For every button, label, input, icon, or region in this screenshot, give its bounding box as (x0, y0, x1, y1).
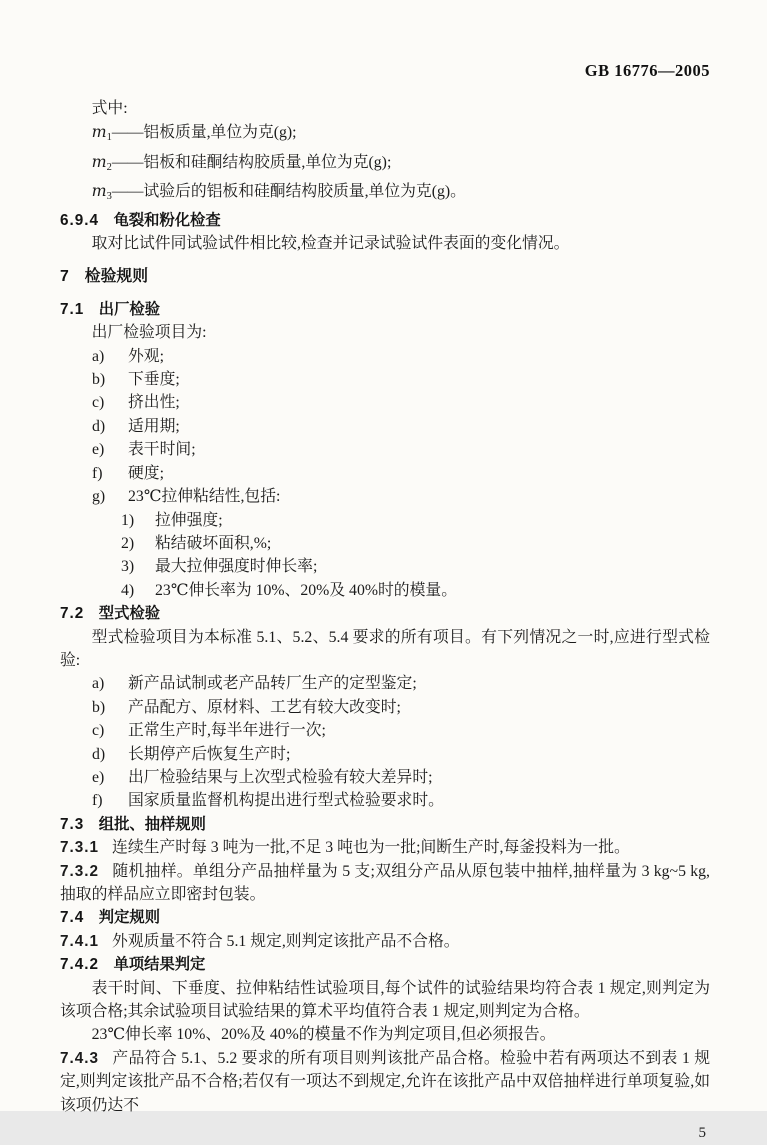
list-item-label: 2) (121, 534, 135, 552)
clause-heading-7-4 (60, 906, 710, 929)
list-item-7-1-e (60, 438, 710, 461)
clause-7-1-intro: 出厂检验项目为: (91, 324, 207, 342)
list-item-text: 适用期; (128, 417, 180, 435)
list-item-7-1-d (60, 415, 710, 438)
list-item-text: 拉伸强度; (155, 511, 223, 529)
list-item-label: g) (92, 488, 106, 506)
list-item-7-1-f (60, 462, 710, 485)
list-item-text: 国家质量监督机构提出进行型式检验要求时。 (128, 792, 444, 810)
list-item-label: 3) (121, 558, 135, 576)
clause-text: 外观质量不符合 5.1 规定,则判定该批产品不合格。 (112, 932, 460, 950)
doc-code: GB 16776—2005 (584, 61, 710, 80)
clause-7-4-1 (60, 930, 710, 953)
list-item-text: 粘结破坏面积,%; (155, 534, 272, 552)
clause-7-3-2 (60, 860, 710, 907)
list-item-text: 硬度; (128, 464, 164, 482)
list-item-7-1-b (60, 368, 710, 391)
formula-def-m2 (60, 150, 710, 179)
clause-7-4-3 (60, 1047, 710, 1117)
list-item-text: 新产品试制或老产品转厂生产的定型鉴定; (128, 675, 417, 693)
clause-text: 连续生产时每 3 吨为一批,不足 3 吨也为一批;间断生产时,每釜投料为一批。 (112, 839, 630, 857)
clause-6-9-4-body: 取对比试件同试验试件相比较,检查并记录试验试件表面的变化情况。 (91, 235, 570, 253)
list-item-text: 出厂检验结果与上次型式检验有较大差异时; (128, 768, 433, 786)
definition-text: ——铝板质量,单位为克(g); (111, 124, 297, 142)
clause-number: 7.2 (60, 605, 85, 623)
list-item-7-2-d (60, 743, 710, 766)
list-item-label: d) (92, 745, 106, 763)
list-item-text: 产品配方、原材料、工艺有较大改变时; (128, 698, 401, 716)
clause-title: 单项结果判定 (113, 956, 206, 974)
list-item-label: c) (92, 722, 105, 740)
list-item-label: 4) (121, 581, 135, 599)
clause-text: 产品符合 5.1、5.2 要求的所有项目则判该批产品合格。检验中若有两项达不到表 1 规定,则判定该批产品不合格;若仅有一项达不到规定,允许在该批产品中双倍抽样进行单项复验,如该项仍达不 (60, 1049, 710, 1114)
clause-number: 7.1 (60, 300, 85, 318)
list-item-7-2-e (60, 766, 710, 789)
clause-heading-7-1 (60, 298, 710, 321)
list-item-text: 下垂度; (128, 371, 180, 389)
clause-number: 7.3.1 (60, 839, 100, 857)
sublist-item-7-1-g-3 (60, 555, 710, 578)
list-item-label: a) (92, 675, 105, 693)
list-item-label: f) (92, 792, 103, 810)
clause-number: 7.4.2 (60, 956, 100, 974)
list-item-text: 外观; (128, 347, 164, 365)
list-item-7-1-a (60, 345, 710, 368)
clause-heading-7-3 (60, 813, 710, 836)
clause-title: 型式检验 (98, 605, 160, 623)
list-item-text: 正常生产时,每半年进行一次; (128, 722, 326, 740)
list-item-7-2-c (60, 719, 710, 742)
list-item-7-2-a (60, 672, 710, 695)
clause-7-4-2-para1: 表干时间、下垂度、拉伸粘结性试验项目,每个试件的试验结果均符合表 1 规定,则判定为该项合格;其余试验项目试验结果的算术平均值符合表 1 规定,则判定为合格。 (60, 979, 710, 1021)
list-item-label: e) (92, 768, 105, 786)
clause-number: 6.9.4 (60, 211, 100, 229)
list-item-label: f) (92, 464, 103, 482)
section-heading-7 (60, 265, 710, 288)
list-item-7-1-g (60, 485, 710, 508)
clause-number: 7.4.1 (60, 932, 100, 950)
clause-7-4-2-para2: 23℃伸长率 10%、20%及 40%的模量不作为判定项目,但必须报告。 (91, 1026, 556, 1044)
clause-number: 7.3.2 (60, 862, 100, 880)
list-item-label: d) (92, 417, 106, 435)
clause-title: 判定规则 (98, 909, 160, 927)
clause-title: 龟裂和粉化检查 (113, 211, 221, 229)
symbol-m2: $m_2$ (91, 151, 112, 173)
clause-heading-7-4-2 (60, 953, 710, 976)
list-item-label: c) (92, 394, 105, 412)
list-item-label: b) (92, 698, 106, 716)
list-item-7-1-c (60, 391, 710, 414)
clause-text: 随机抽样。单组分产品抽样量为 5 支;双组分产品从原包装中抽样,抽样量为 3 kg~5 kg,抽取的样品应立即密封包装。 (60, 862, 710, 903)
page-header (60, 62, 710, 80)
page-number: 5 (698, 1125, 706, 1142)
list-item-7-2-b (60, 696, 710, 719)
clause-number: 7.4 (60, 909, 85, 927)
symbol-m1: $m_1$ (91, 122, 112, 144)
list-item-text: 表干时间; (128, 441, 196, 459)
sublist-item-7-1-g-1 (60, 509, 710, 532)
clause-title: 组批、抽样规则 (98, 815, 206, 833)
symbol-m3: $m_3$ (91, 181, 112, 203)
list-item-label: 1) (121, 511, 135, 529)
list-item-text: 23℃伸长率为 10%、20%及 40%时的模量。 (155, 581, 457, 599)
sublist-item-7-1-g-4 (60, 579, 710, 602)
clause-title: 出厂检验 (98, 300, 160, 318)
definition-text: ——铝板和硅酮结构胶质量,单位为克(g); (111, 153, 392, 171)
list-item-7-2-f (60, 789, 710, 812)
formula-def-m1 (60, 120, 710, 149)
clause-number: 7.3 (60, 815, 85, 833)
definition-text: ——试验后的铝板和硅酮结构胶质量,单位为克(g)。 (111, 183, 466, 201)
clause-7-3-1 (60, 836, 710, 859)
list-item-label: a) (92, 347, 105, 365)
section-number: 7 (60, 268, 70, 286)
list-item-text: 挤出性; (128, 394, 180, 412)
clause-number: 7.4.3 (60, 1049, 100, 1067)
list-item-text: 23℃拉伸粘结性,包括: (128, 488, 281, 506)
section-title: 检验规则 (84, 268, 148, 286)
list-item-text: 最大拉伸强度时伸长率; (155, 558, 318, 576)
formula-where-label: 式中: (91, 100, 128, 117)
clause-7-2-intro: 型式检验项目为本标准 5.1、5.2、5.4 要求的所有项目。有下列情况之一时,应进行型式检验: (60, 628, 710, 669)
clause-heading-6-9-4 (60, 209, 710, 232)
clause-heading-7-2 (60, 602, 710, 625)
list-item-text: 长期停产后恢复生产时; (128, 745, 291, 763)
formula-def-m3 (60, 179, 710, 208)
sublist-item-7-1-g-2 (60, 532, 710, 555)
list-item-label: b) (92, 371, 106, 389)
list-item-label: e) (92, 441, 105, 459)
